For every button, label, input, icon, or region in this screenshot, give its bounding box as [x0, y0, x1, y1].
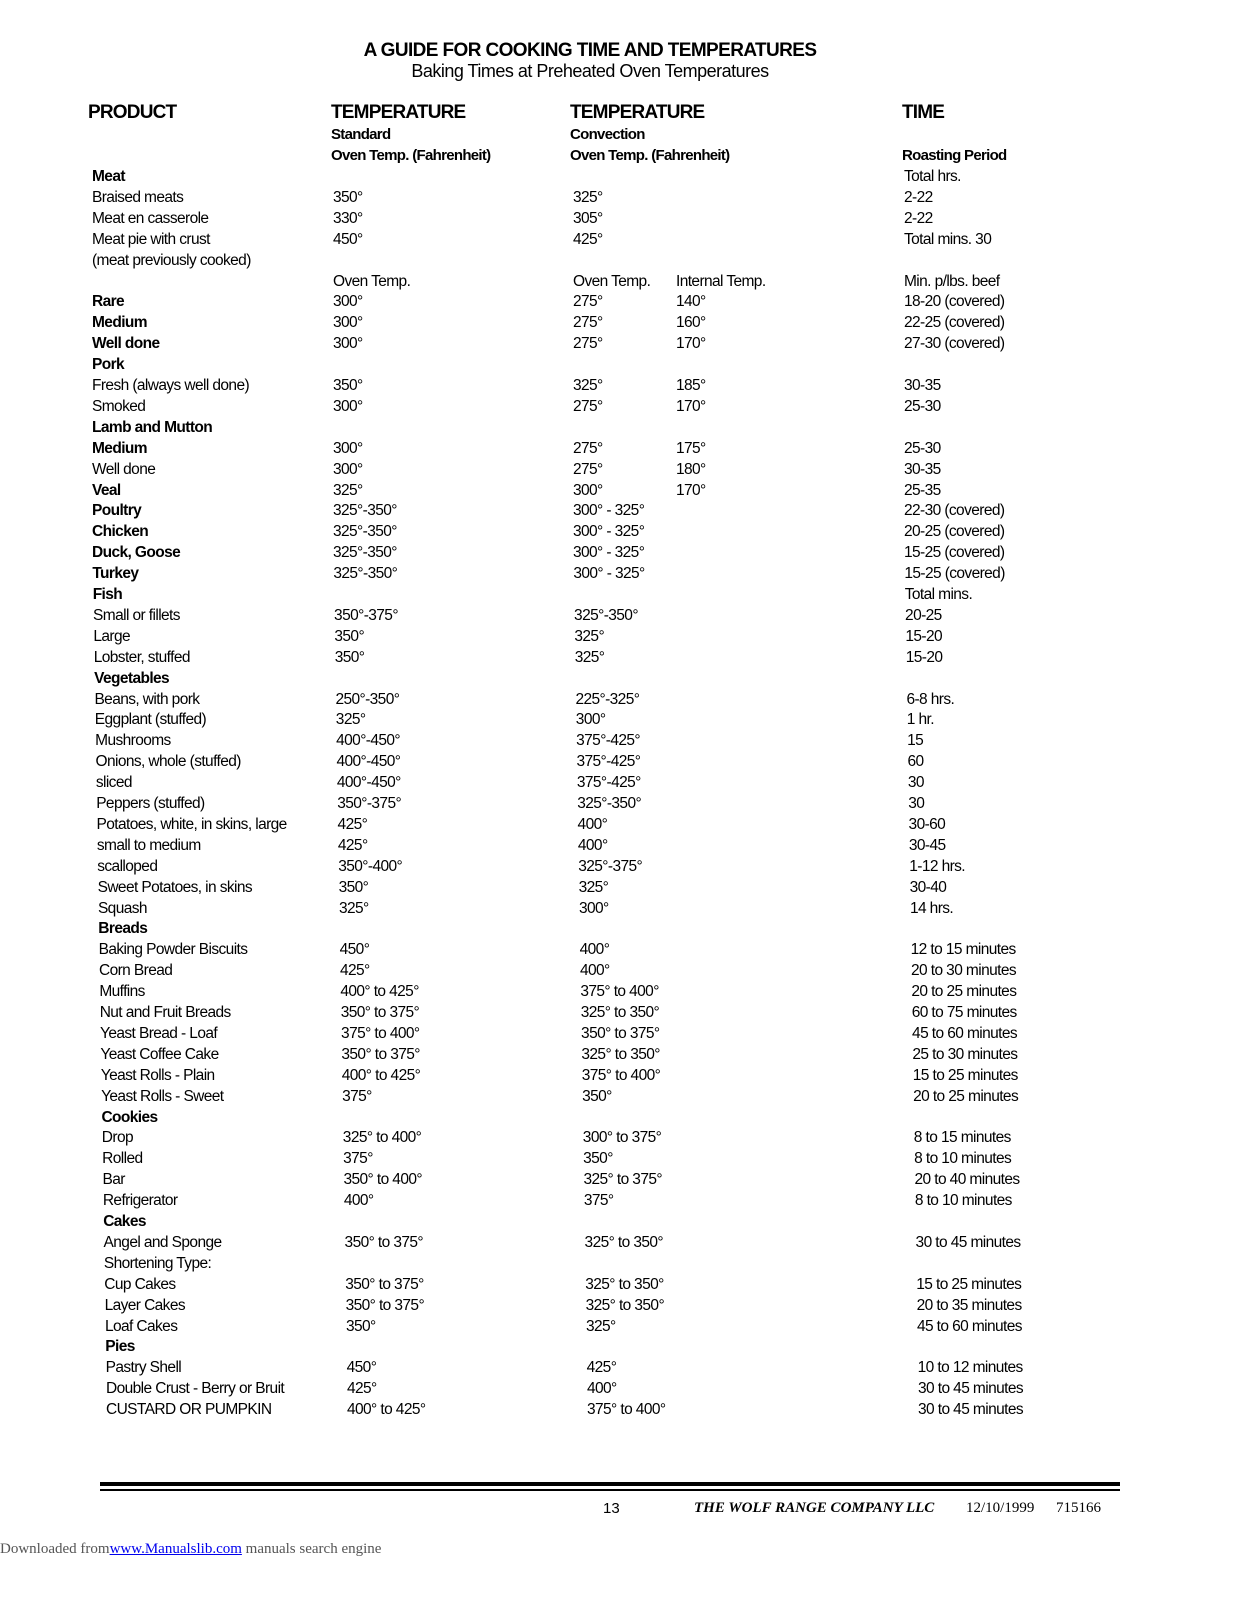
convection-temp-cell: 325°-350°: [574, 606, 638, 624]
standard-temp-cell: 350°: [345, 1317, 376, 1335]
product-cell: Duck, Goose: [92, 544, 181, 562]
convection-temp-cell: 325° to 350°: [581, 1045, 660, 1063]
standard-temp-cell: 350°: [333, 377, 363, 394]
product-cell: Well done: [92, 335, 160, 353]
product-cell: Smoked: [92, 397, 146, 415]
convection-temp-cell: 275°: [573, 397, 603, 415]
internal-temp-cell: 180°: [676, 460, 706, 478]
time-cell: 30-60: [908, 815, 946, 833]
table-row: [0, 918, 1237, 939]
product-cell: Cookies: [101, 1108, 158, 1126]
internal-temp-cell: 160°: [676, 314, 706, 332]
table-row: [0, 981, 1237, 1002]
product-cell: Yeast Rolls - Sweet: [101, 1087, 224, 1105]
time-cell: 60: [907, 753, 924, 771]
table-row: [0, 1023, 1237, 1044]
table-row: [0, 584, 1237, 605]
standard-temp-cell: 350°-375°: [337, 795, 402, 812]
convection-temp-cell: 350° to 375°: [581, 1024, 660, 1042]
time-cell: 60 to 75 minutes: [911, 1004, 1017, 1021]
product-cell: Large: [93, 627, 131, 645]
table-row: [0, 312, 1237, 333]
standard-temp-cell: 350°-375°: [334, 606, 398, 624]
time-cell: 20-25: [905, 606, 942, 624]
time-cell: 15-25 (covered): [904, 544, 1005, 562]
table-row: [0, 208, 1237, 229]
header-temp-convection: TEMPERATURE: [570, 102, 705, 123]
standard-temp-cell: 425°: [337, 836, 368, 854]
product-cell: Pastry Shell: [105, 1359, 182, 1377]
standard-temp-cell: 300°: [333, 439, 363, 457]
page-subtitle: Baking Times at Preheated Oven Temperatures: [411, 61, 769, 81]
table-row: [0, 835, 1237, 856]
product-cell: Loaf Cakes: [104, 1317, 178, 1335]
table-row: [0, 605, 1237, 626]
convection-temp-cell: 325°: [574, 627, 605, 645]
product-cell: sliced: [95, 774, 132, 792]
product-cell: Medium: [92, 439, 147, 457]
table-row: [0, 480, 1237, 501]
table-row: [0, 751, 1237, 772]
convection-temp-cell: 400°: [577, 836, 608, 854]
product-cell: Poultry: [92, 502, 142, 520]
time-cell: 30: [907, 774, 924, 792]
table-row: [0, 438, 1237, 459]
product-cell: Meat pie with crust: [92, 230, 210, 248]
standard-temp-cell: 325°-350°: [333, 523, 397, 541]
table-row: [0, 1127, 1237, 1148]
standard-temp-cell: 300°: [333, 335, 363, 353]
table-row: [0, 730, 1237, 751]
time-cell: 30-35: [904, 377, 941, 394]
convection-temp-cell: 425°: [573, 230, 603, 248]
convection-temp-cell: 300° - 325°: [573, 523, 645, 541]
product-cell: Angel and Sponge: [103, 1233, 222, 1251]
convection-temp-cell: 275°: [573, 335, 603, 353]
standard-temp-cell: 300°: [333, 293, 363, 311]
table-row: [0, 396, 1237, 417]
product-cell: Eggplant (stuffed): [94, 711, 207, 729]
convection-temp-cell: 275°: [573, 439, 603, 457]
header-temp-convection-sub2: Oven Temp. (Fahrenheit): [570, 147, 730, 164]
table-row: [0, 354, 1237, 375]
time-cell: Total hrs.: [904, 168, 961, 185]
convection-temp-cell: 400°: [577, 815, 608, 833]
document-date: 12/10/1999: [966, 1500, 1035, 1516]
time-cell: 8 to 10 minutes: [914, 1192, 1012, 1210]
convection-temp-cell: 225°-325°: [575, 690, 640, 708]
table-row: [0, 1169, 1237, 1190]
table-row: [0, 1316, 1237, 1337]
time-cell: 15: [907, 732, 924, 750]
table-row: [0, 939, 1237, 960]
standard-temp-cell: 250°-350°: [335, 690, 400, 708]
table-row: [0, 521, 1237, 542]
time-cell: 8 to 15 minutes: [913, 1129, 1011, 1147]
table-row: [0, 333, 1237, 354]
table-row: [0, 772, 1237, 793]
table-row: [0, 1086, 1237, 1107]
convection-temp-cell: 300° - 325°: [573, 544, 645, 562]
time-cell: 25-30: [904, 439, 941, 457]
standard-temp-cell: 350° to 375°: [345, 1296, 425, 1314]
time-cell: 20 to 30 minutes: [911, 962, 1017, 980]
header-temp-standard-sub1: Standard: [331, 126, 391, 143]
standard-temp-cell: 350° to 375°: [340, 1004, 420, 1021]
product-cell: small to medium: [96, 836, 201, 854]
header-product: PRODUCT: [88, 102, 177, 123]
product-cell: scalloped: [97, 857, 158, 875]
product-cell: CUSTARD OR PUMPKIN: [106, 1401, 272, 1419]
product-cell: Turkey: [92, 565, 139, 583]
product-cell: (meat previously cooked): [92, 251, 251, 269]
product-cell: Refrigerator: [102, 1192, 178, 1210]
time-cell: 20-25 (covered): [904, 523, 1005, 541]
standard-temp-cell: 350° to 375°: [341, 1045, 420, 1063]
product-cell: Sweet Potatoes, in skins: [97, 878, 253, 896]
internal-temp-cell: 170°: [676, 481, 706, 499]
convection-temp-cell: 300°: [573, 481, 603, 499]
table-row: [0, 166, 1237, 187]
time-cell: 20 to 40 minutes: [914, 1171, 1020, 1189]
table-row: [0, 291, 1237, 312]
product-cell: Meat en casserole: [92, 209, 209, 227]
time-cell: 25-30: [904, 397, 941, 415]
download-prefix: Downloaded from: [0, 1541, 110, 1557]
table-row: [0, 271, 1237, 292]
time-cell: 15-20: [905, 648, 943, 666]
product-cell: Meat: [92, 168, 125, 185]
standard-temp-cell: 330°: [333, 209, 363, 227]
product-cell: Potatoes, white, in skins, large: [96, 815, 287, 833]
header-time-sub: Roasting Period: [902, 147, 1007, 164]
convection-temp-cell: Oven Temp.: [573, 272, 651, 290]
header-time: TIME: [902, 102, 945, 123]
standard-temp-cell: 450°: [333, 230, 363, 248]
standard-temp-cell: 375°: [343, 1150, 373, 1168]
time-cell: 15 to 25 minutes: [912, 1066, 1018, 1084]
table-row: [0, 898, 1237, 919]
product-cell: Nut and Fruit Breads: [99, 1004, 231, 1021]
table-row: [0, 1044, 1237, 1065]
convection-temp-cell: 275°: [573, 460, 603, 478]
table-row: [0, 417, 1237, 438]
time-cell: 27-30 (covered): [904, 335, 1005, 353]
standard-temp-cell: 350° to 375°: [344, 1233, 424, 1251]
table-row: [0, 1274, 1237, 1295]
table-row: [0, 793, 1237, 814]
standard-temp-cell: 400°: [343, 1192, 374, 1210]
manualslib-link[interactable]: www.Manualslib.com: [109, 1541, 242, 1557]
time-cell: 2-22: [904, 188, 933, 206]
product-cell: Small or fillets: [93, 606, 180, 624]
convection-temp-cell: 400°: [579, 941, 610, 959]
time-cell: 6-8 hrs.: [906, 690, 955, 708]
table-row: [0, 229, 1237, 250]
product-cell: Chicken: [92, 523, 149, 541]
table-row: [0, 626, 1237, 647]
product-cell: Corn Bread: [99, 962, 173, 980]
product-cell: Onions, whole (stuffed): [95, 753, 241, 771]
product-cell: Medium: [92, 314, 147, 332]
standard-temp-cell: 350°: [334, 627, 365, 645]
table-row: [0, 1295, 1237, 1316]
convection-temp-cell: 350°: [583, 1150, 613, 1168]
time-cell: 30-35: [904, 460, 941, 478]
time-cell: Total mins.: [904, 586, 973, 603]
product-cell: Cup Cakes: [104, 1275, 176, 1293]
time-cell: 25 to 30 minutes: [912, 1045, 1018, 1063]
table-row: [0, 1378, 1237, 1399]
convection-temp-cell: 325°: [574, 648, 605, 666]
standard-temp-cell: 350° to 400°: [343, 1171, 422, 1189]
time-cell: 30: [908, 795, 925, 812]
standard-temp-cell: Oven Temp.: [333, 272, 411, 290]
standard-temp-cell: 325° to 400°: [342, 1129, 422, 1147]
convection-temp-cell: 400°: [587, 1380, 617, 1398]
time-cell: Total mins. 30: [904, 230, 992, 248]
time-cell: 10 to 12 minutes: [917, 1359, 1023, 1377]
table-row: [0, 1211, 1237, 1232]
table-row: [0, 563, 1237, 584]
standard-temp-cell: 400° to 425°: [347, 1401, 426, 1419]
table-row: [0, 250, 1237, 271]
convection-temp-cell: 375°-425°: [576, 774, 641, 792]
standard-temp-cell: 325°-350°: [333, 565, 398, 583]
time-cell: 2-22: [904, 209, 933, 227]
table-row: [0, 1107, 1237, 1128]
product-cell: Baking Powder Biscuits: [98, 941, 248, 959]
standard-temp-cell: 400°-450°: [336, 732, 401, 750]
table-row: [0, 1336, 1237, 1357]
table-row: [0, 689, 1237, 710]
convection-temp-cell: 375° to 400°: [580, 983, 659, 1001]
product-cell: Cakes: [103, 1213, 146, 1230]
time-cell: 1 hr.: [906, 711, 934, 729]
internal-temp-cell: Internal Temp.: [676, 272, 766, 290]
standard-temp-cell: 400° to 425°: [340, 983, 419, 1001]
standard-temp-cell: 450°: [346, 1359, 377, 1377]
standard-temp-cell: 375°: [342, 1087, 372, 1105]
time-cell: 15-20: [905, 627, 943, 645]
product-cell: Beans, with pork: [94, 690, 200, 708]
convection-temp-cell: 375° to 400°: [581, 1066, 661, 1084]
table-row: [0, 542, 1237, 563]
convection-temp-cell: 300°: [578, 899, 609, 917]
table-row: [0, 1148, 1237, 1169]
time-cell: 30-40: [909, 878, 947, 896]
table-row: [0, 1232, 1237, 1253]
product-cell: Lobster, stuffed: [93, 648, 190, 666]
standard-temp-cell: 325°-350°: [333, 502, 397, 520]
convection-temp-cell: 275°: [573, 314, 603, 332]
time-cell: 20 to 35 minutes: [916, 1296, 1022, 1314]
convection-temp-cell: 325° to 350°: [584, 1233, 664, 1251]
table-row: [0, 500, 1237, 521]
standard-temp-cell: 300°: [333, 460, 363, 478]
product-cell: Veal: [92, 481, 121, 499]
company-name: THE WOLF RANGE COMPANY LLC: [694, 1500, 935, 1516]
standard-temp-cell: 375° to 400°: [341, 1024, 420, 1042]
product-cell: Rolled: [102, 1150, 143, 1168]
product-cell: Double Crust - Berry or Bruit: [106, 1380, 285, 1398]
convection-temp-cell: 375° to 400°: [587, 1401, 666, 1419]
standard-temp-cell: 450°: [339, 941, 370, 959]
convection-temp-cell: 300°: [575, 711, 606, 729]
table-row: [0, 668, 1237, 689]
product-cell: Squash: [97, 899, 147, 917]
time-cell: Min. p/lbs. beef: [904, 272, 1000, 290]
standard-temp-cell: 400° to 425°: [341, 1066, 421, 1084]
time-cell: 15 to 25 minutes: [916, 1275, 1022, 1293]
download-suffix: manuals search engine: [245, 1541, 382, 1557]
table-row: [0, 877, 1237, 898]
standard-temp-cell: 425°: [337, 815, 368, 833]
standard-temp-cell: 300°: [333, 314, 363, 332]
convection-temp-cell: 305°: [573, 209, 603, 227]
product-cell: Layer Cakes: [104, 1296, 186, 1314]
standard-temp-cell: 300°: [333, 397, 363, 415]
page-title: A GUIDE FOR COOKING TIME AND TEMPERATURES: [363, 40, 817, 61]
internal-temp-cell: 175°: [676, 439, 706, 457]
internal-temp-cell: 140°: [676, 293, 706, 311]
convection-temp-cell: 325° to 350°: [585, 1296, 665, 1314]
product-cell: Yeast Rolls - Plain: [100, 1066, 215, 1084]
time-cell: 45 to 60 minutes: [912, 1024, 1018, 1042]
download-notice: [0, 1541, 381, 1558]
product-cell: Fresh (always well done): [92, 377, 250, 394]
convection-temp-cell: 275°: [573, 293, 603, 311]
product-cell: Well done: [92, 460, 156, 478]
product-cell: Vegetables: [94, 669, 170, 687]
time-cell: 20 to 25 minutes: [913, 1087, 1019, 1105]
time-cell: 18-20 (covered): [904, 293, 1005, 311]
footer-rule-thin: [100, 1489, 1120, 1491]
standard-temp-cell: 400°-450°: [336, 774, 401, 792]
product-cell: Yeast Coffee Cake: [100, 1045, 219, 1063]
convection-temp-cell: 425°: [586, 1359, 617, 1377]
time-cell: 22-30 (covered): [904, 502, 1005, 520]
time-cell: 30-45: [908, 836, 946, 854]
internal-temp-cell: 170°: [676, 397, 706, 415]
standard-temp-cell: 325°: [335, 711, 366, 729]
product-cell: Pork: [92, 356, 125, 374]
table-row: [0, 1357, 1237, 1378]
product-cell: Shortening Type:: [103, 1254, 212, 1272]
time-cell: 14 hrs.: [909, 899, 954, 917]
product-cell: Drop: [101, 1129, 133, 1147]
document-number: 715166: [1056, 1500, 1101, 1516]
internal-temp-cell: 170°: [676, 335, 706, 353]
product-cell: Peppers (stuffed): [96, 795, 205, 812]
standard-temp-cell: 350° to 375°: [345, 1275, 424, 1293]
table-row: [0, 1190, 1237, 1211]
convection-temp-cell: 325°: [573, 188, 603, 206]
standard-temp-cell: 425°: [340, 962, 370, 980]
table-row: [0, 814, 1237, 835]
header-temp-standard-sub2: Oven Temp. (Fahrenheit): [331, 147, 491, 164]
time-cell: 8 to 10 minutes: [914, 1150, 1012, 1168]
product-cell: Rare: [92, 293, 125, 311]
product-cell: Mushrooms: [95, 732, 171, 750]
time-cell: 30 to 45 minutes: [918, 1401, 1024, 1419]
table-row: [0, 709, 1237, 730]
standard-temp-cell: 400°-450°: [336, 753, 401, 771]
time-cell: 1-12 hrs.: [909, 857, 966, 875]
product-cell: Muffins: [99, 983, 145, 1001]
footer-rule-thick: [100, 1482, 1120, 1486]
convection-temp-cell: 325° to 350°: [585, 1275, 664, 1293]
table-row: [0, 187, 1237, 208]
time-cell: 30 to 45 minutes: [918, 1380, 1024, 1398]
time-cell: 20 to 25 minutes: [911, 983, 1017, 1001]
standard-temp-cell: 425°: [347, 1380, 377, 1398]
product-cell: Braised meats: [92, 188, 184, 206]
product-cell: Yeast Bread - Loaf: [100, 1024, 218, 1042]
time-cell: 30 to 45 minutes: [915, 1233, 1021, 1251]
convection-temp-cell: 375°: [583, 1192, 614, 1210]
time-cell: 45 to 60 minutes: [916, 1317, 1022, 1335]
table-row: [0, 459, 1237, 480]
convection-temp-cell: 325°-375°: [578, 857, 643, 875]
convection-temp-cell: 325° to 350°: [580, 1004, 660, 1021]
standard-temp-cell: 350°: [333, 188, 363, 206]
time-cell: 15-25 (covered): [904, 565, 1005, 583]
page-number: 13: [603, 1500, 620, 1517]
standard-temp-cell: 325°: [333, 481, 363, 499]
convection-temp-cell: 325°-350°: [577, 795, 642, 812]
convection-temp-cell: 375°-425°: [576, 732, 641, 750]
convection-temp-cell: 300° - 325°: [573, 502, 645, 520]
convection-temp-cell: 375°-425°: [576, 753, 641, 771]
convection-temp-cell: 325° to 375°: [583, 1171, 662, 1189]
table-row: [0, 375, 1237, 396]
header-temp-standard: TEMPERATURE: [331, 102, 466, 123]
header-temp-convection-sub1: Convection: [570, 126, 645, 143]
product-cell: Fish: [92, 586, 123, 603]
convection-temp-cell: 325°: [585, 1317, 616, 1335]
standard-temp-cell: 350°: [338, 878, 369, 896]
convection-temp-cell: 400°: [580, 962, 610, 980]
table-row: [0, 1002, 1237, 1023]
table-row: [0, 647, 1237, 668]
time-cell: 25-35: [904, 481, 941, 499]
internal-temp-cell: 185°: [676, 377, 706, 394]
standard-temp-cell: 350°-400°: [338, 857, 403, 875]
product-cell: Pies: [105, 1338, 135, 1356]
standard-temp-cell: 325°: [338, 899, 369, 917]
standard-temp-cell: 350°: [334, 648, 365, 666]
convection-temp-cell: 325°: [573, 377, 603, 394]
table-row: [0, 1399, 1237, 1420]
time-cell: 22-25 (covered): [904, 314, 1005, 332]
convection-temp-cell: 300° to 375°: [582, 1129, 662, 1147]
convection-temp-cell: 300° - 325°: [573, 565, 645, 583]
table-row: [0, 960, 1237, 981]
convection-temp-cell: 325°: [578, 878, 609, 896]
product-cell: Breads: [98, 920, 148, 938]
time-cell: 12 to 15 minutes: [910, 941, 1016, 959]
table-row: [0, 856, 1237, 877]
standard-temp-cell: 325°-350°: [333, 544, 397, 562]
product-cell: Bar: [102, 1171, 125, 1189]
table-row: [0, 1065, 1237, 1086]
table-row: [0, 1253, 1237, 1274]
product-cell: Lamb and Mutton: [92, 418, 213, 436]
convection-temp-cell: 350°: [582, 1087, 612, 1105]
